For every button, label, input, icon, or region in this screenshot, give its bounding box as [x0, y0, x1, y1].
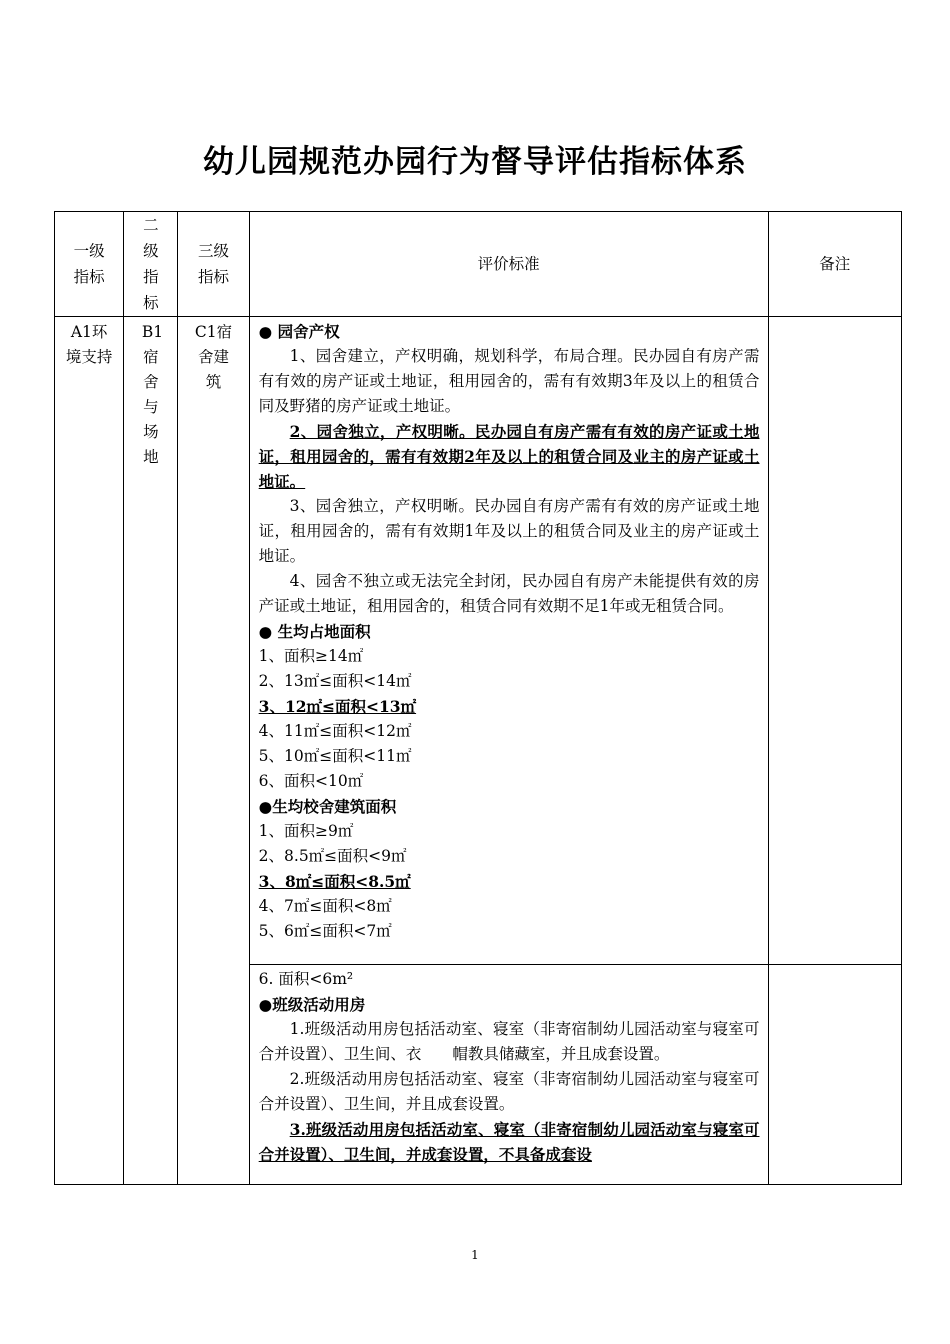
criteria-paragraph: 3、园舍独立，产权明晰。民办园自有房产需有有效的房产证或土地证，租用园舍的，需有有效期1年及以上的租赁合同及业主的房产证或土地证。	[258, 497, 760, 565]
page-number: 1	[471, 1248, 479, 1262]
criteria-cell	[249, 317, 768, 965]
header-level1: 一级指标	[55, 212, 124, 317]
list-item: 5、6㎡≤面积<7㎡	[258, 922, 392, 940]
list-item: 6、面积<10㎡	[258, 772, 364, 790]
header-level3: 三级指标	[178, 212, 249, 317]
table-header-row	[55, 212, 902, 317]
remarks-cell	[768, 965, 902, 1185]
page-title: 幼儿园规范办园行为督导评估指标体系	[203, 144, 747, 180]
criteria-paragraph: 1.班级活动用房包括活动室、寝室（非寄宿制幼儿园活动室与寝室可合并设置）、卫生间、衣 帽教具储藏室，并且成套设置。	[258, 1020, 760, 1063]
section-title-building-area: ●生均校舍建筑面积	[258, 797, 397, 816]
list-item: 5、10㎡≤面积<11㎡	[258, 747, 412, 765]
list-item-selected: 3、8㎡≤面积<8.5㎡	[258, 872, 411, 891]
section-title-land-area: ● 生均占地面积	[258, 622, 371, 641]
criteria-paragraph-selected: 3.班级活动用房包括活动室、寝室（非寄宿制幼儿园活动室与寝室可合并设置）、卫生间，并成套设置，不具备成套设	[258, 1120, 760, 1164]
criteria-paragraph: 1、园舍建立，产权明确，规划科学，布局合理。民办园自有房产需有有效的房产证或土地证，租用园舍的，需有有效期3年及以上的租赁合同及野猪的房产证或土地证。	[258, 347, 760, 415]
header-level2: 二级指标	[124, 212, 178, 317]
list-item: 1、面积≥14㎡	[258, 647, 364, 665]
header-remarks: 备注	[768, 212, 902, 317]
header-criteria: 评价标准	[249, 212, 768, 317]
criteria-paragraph-selected: 2、园舍独立，产权明晰。民办园自有房产需有有效的房产证或土地证，租用园舍的，需有有效期2年及以上的租赁合同及业主的房产证或土地证。	[258, 422, 760, 491]
level3-cell: C1宿舍建筑	[178, 317, 249, 1185]
list-item-selected: 3、12㎡≤面积<13㎡	[258, 697, 417, 716]
list-item: 6. 面积<6m²	[258, 970, 354, 988]
criteria-paragraph: 4、园舍不独立或无法完全封闭，民办园自有房产未能提供有效的房产证或土地证，租用园舍的，租赁合同有效期不足1年或无租赁合同。	[258, 572, 760, 615]
indicator-table	[54, 211, 902, 1185]
list-item: 1、面积≥9㎡	[258, 822, 354, 840]
list-item: 4、7㎡≤面积<8㎡	[258, 897, 392, 915]
list-item: 2、13㎡≤面积<14㎡	[258, 672, 412, 690]
criteria-paragraph: 2.班级活动用房包括活动室、寝室（非寄宿制幼儿园活动室与寝室可合并设置）、卫生间，并且成套设置。	[258, 1070, 760, 1113]
list-item: 2、8.5㎡≤面积<9㎡	[258, 847, 407, 865]
section-title-property: ● 园舍产权	[258, 322, 340, 341]
list-item: 4、11㎡≤面积<12㎡	[258, 722, 412, 740]
level1-cell: A1环境支持	[55, 317, 124, 1185]
remarks-cell	[768, 317, 902, 965]
criteria-cell	[249, 965, 768, 1185]
level2-cell: B1宿舍与场地	[124, 317, 178, 1185]
section-title-class-rooms: ●班级活动用房	[258, 995, 366, 1014]
table-row	[55, 317, 902, 965]
